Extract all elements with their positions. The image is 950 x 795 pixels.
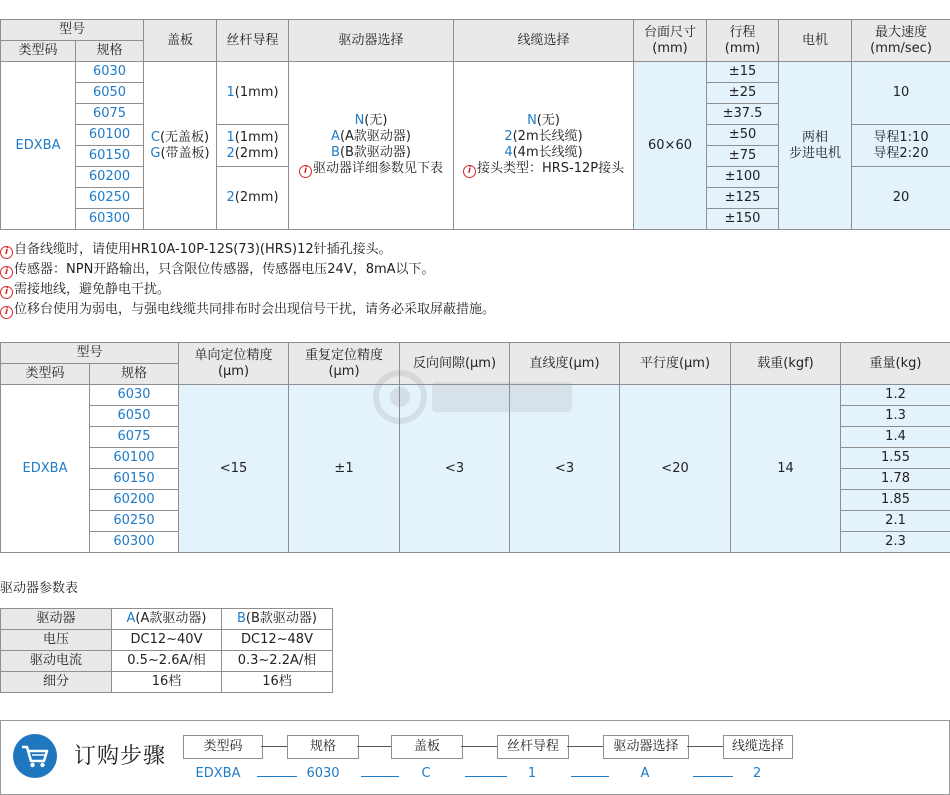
type-code-header: 类型码 — [1, 41, 76, 62]
size-cell: 60300 — [90, 532, 179, 553]
lead-cell — [217, 62, 289, 125]
cable-text: (无) — [536, 113, 560, 128]
size-cell: 6050 — [76, 83, 144, 104]
lead-text: (1mm) — [234, 85, 279, 100]
weight-cell: 2.3 — [841, 532, 950, 553]
size-cell: 60250 — [90, 511, 179, 532]
type-code-header: 类型码 — [1, 364, 90, 385]
size-cell: 6030 — [90, 385, 179, 406]
stroke-cell: ±100 — [707, 167, 779, 188]
table-size-cell: 60×60 — [634, 62, 707, 230]
cover-text: (带盖板) — [160, 145, 210, 161]
step-driver: 驱动器选择 — [603, 735, 689, 759]
driver-code: A — [126, 611, 136, 626]
param-b: 16档 — [222, 672, 333, 693]
note-text: 传感器：NPN开路输出，只含限位传感器，传感器电压24V，8mA以下。 — [14, 262, 435, 277]
step-size-value: 6030 — [306, 766, 340, 781]
stroke-cell: ±15 — [707, 62, 779, 83]
speed-cell: 导程1:10 导程2:20 — [852, 125, 950, 167]
stroke-cell: ±125 — [707, 188, 779, 209]
param-label: 细分 — [1, 672, 112, 693]
param-a: DC12~40V — [112, 630, 222, 651]
stroke-cell: ±75 — [707, 146, 779, 167]
param-b: 0.3~2.2A/相 — [222, 651, 333, 672]
stroke-header: 行程 (mm) — [707, 20, 779, 62]
value-connector — [571, 776, 609, 777]
motor-cell: 两相 步进电机 — [779, 62, 852, 230]
info-icon: i — [463, 165, 476, 178]
param-a: 0.5~2.6A/相 — [112, 651, 222, 672]
cable-note: 接头类型：HRS-12P接头 — [476, 161, 625, 176]
step-lead-value: 1 — [527, 766, 537, 781]
step-size: 规格 — [287, 735, 359, 759]
weight-cell: 1.3 — [841, 406, 950, 427]
note-item — [0, 240, 495, 260]
lead-text: (2mm) — [234, 190, 279, 205]
driver-a-header — [112, 609, 222, 630]
step-lead: 丝杆导程 — [497, 735, 569, 759]
model-header: 型号 — [1, 343, 179, 364]
size-header: 规格 — [76, 41, 144, 62]
driver-params-table — [0, 608, 333, 693]
size-cell: 60300 — [76, 209, 144, 230]
cable-code: N — [527, 113, 537, 128]
lead-header: 丝杆导程 — [217, 20, 289, 62]
positioning-header: 单向定位精度 (μm) — [179, 343, 289, 385]
note-item — [0, 260, 495, 280]
info-icon: i — [0, 306, 13, 319]
lead-text: (2mm) — [234, 145, 279, 161]
size-cell: 60200 — [76, 167, 144, 188]
notes-list — [0, 240, 495, 320]
note-item — [0, 280, 495, 300]
max-speed-header: 最大速度 (mm/sec) — [852, 20, 950, 62]
step-cable: 线缆选择 — [723, 735, 793, 759]
load-cell: 14 — [731, 385, 841, 553]
lead-code: 1 — [226, 85, 235, 100]
load-header: 载重(kgf) — [731, 343, 841, 385]
cover-code: C — [150, 129, 160, 145]
cable-code: 4 — [504, 145, 513, 160]
info-icon: i — [299, 165, 312, 178]
driver-note: 驱动器详细参数见下表 — [313, 161, 444, 176]
cable-header: 线缆选择 — [454, 20, 634, 62]
driver-label-cell: 驱动器 — [1, 609, 112, 630]
driver-params-title: 驱动器参数表 — [0, 581, 79, 596]
size-cell: 60100 — [90, 448, 179, 469]
driver-code: A — [331, 129, 340, 144]
straightness-cell: <3 — [510, 385, 620, 553]
lead-cell — [217, 167, 289, 230]
size-cell: 60150 — [90, 469, 179, 490]
cover-text: (无盖板) — [159, 129, 210, 145]
note-text: 自备线缆时，请使用HR10A-10P-12S(73)(HRS)12针插孔接头。 — [14, 242, 392, 257]
parallelism-cell: <20 — [620, 385, 731, 553]
value-connector — [257, 776, 297, 777]
table-size-header: 台面尺寸 (mm) — [634, 20, 707, 62]
step-cover: 盖板 — [391, 735, 463, 759]
weight-cell: 1.78 — [841, 469, 950, 490]
cable-code: 2 — [504, 129, 513, 144]
driver-b-header — [222, 609, 333, 630]
info-icon: i — [0, 246, 13, 259]
info-icon: i — [0, 286, 13, 299]
stroke-cell: ±150 — [707, 209, 779, 230]
stroke-cell: ±37.5 — [707, 104, 779, 125]
param-label: 驱动电流 — [1, 651, 112, 672]
driver-header: 驱动器选择 — [289, 20, 454, 62]
weight-cell: 1.2 — [841, 385, 950, 406]
backlash-cell: <3 — [400, 385, 510, 553]
motor-header: 电机 — [779, 20, 852, 62]
lead-code: 2 — [226, 190, 235, 205]
step-connector — [261, 746, 287, 747]
stroke-cell: ±50 — [707, 125, 779, 146]
model-header: 型号 — [1, 20, 144, 41]
value-connector — [465, 776, 507, 777]
cover-cell — [144, 62, 217, 230]
weight-cell: 1.4 — [841, 427, 950, 448]
note-text: 位移台使用为弱电，与强电线缆共同排布时会出现信号干扰，请务必采取屏蔽措施。 — [14, 302, 496, 317]
step-connector — [461, 746, 497, 747]
param-b: DC12~48V — [222, 630, 333, 651]
type-code-cell: EDXBA — [1, 385, 90, 553]
size-cell: 60100 — [76, 125, 144, 146]
size-cell: 60200 — [90, 490, 179, 511]
value-connector — [693, 776, 733, 777]
order-title: 订购步骤 — [74, 744, 167, 769]
stroke-cell: ±25 — [707, 83, 779, 104]
weight-header: 重量(kg) — [841, 343, 950, 385]
speed-cell: 20 — [852, 167, 950, 230]
param-label: 电压 — [1, 630, 112, 651]
watermark-logo-icon — [370, 362, 580, 432]
type-code-cell: EDXBA — [1, 62, 76, 230]
speed-cell: 10 — [852, 62, 950, 125]
driver-text: (A款驱动器) — [339, 129, 411, 144]
size-header: 规格 — [90, 364, 179, 385]
step-cover-value: C — [421, 766, 431, 781]
info-icon: i — [0, 266, 13, 279]
driver-text: (B款驱动器) — [245, 611, 317, 626]
lead-code: 2 — [226, 145, 235, 161]
repeat-header: 重复定位精度 (μm) — [289, 343, 400, 385]
step-connector — [687, 746, 723, 747]
step-connector — [567, 746, 603, 747]
driver-cell — [289, 62, 454, 230]
size-cell: 6075 — [76, 104, 144, 125]
driver-text: (A款驱动器) — [135, 611, 207, 626]
parallelism-header: 平行度(μm) — [620, 343, 731, 385]
driver-text: (B款驱动器) — [339, 145, 411, 160]
lead-cell — [217, 125, 289, 167]
shopping-cart-icon — [13, 734, 57, 778]
step-type-code: 类型码 — [183, 735, 263, 759]
size-cell: 6075 — [90, 427, 179, 448]
param-a: 16档 — [112, 672, 222, 693]
size-cell: 6030 — [76, 62, 144, 83]
step-driver-value: A — [640, 766, 650, 781]
step-connector — [357, 746, 391, 747]
note-text: 需接地线，避免静电干扰。 — [14, 282, 171, 297]
cable-text: (4m长线缆) — [512, 145, 583, 160]
weight-cell: 1.85 — [841, 490, 950, 511]
cover-code: G — [150, 145, 161, 161]
cable-cell — [454, 62, 634, 230]
value-connector — [361, 776, 399, 777]
cover-header: 盖板 — [144, 20, 217, 62]
lead-text: (1mm) — [234, 129, 279, 145]
spec-table — [0, 19, 950, 230]
driver-code: B — [331, 145, 340, 160]
step-type-code-value: EDXBA — [195, 766, 241, 781]
weight-cell: 1.55 — [841, 448, 950, 469]
note-item — [0, 300, 495, 320]
driver-code: B — [237, 611, 246, 626]
straightness-header: 直线度(μm) — [510, 343, 620, 385]
backlash-header: 反向间隙(μm) — [400, 343, 510, 385]
size-cell: 6050 — [90, 406, 179, 427]
weight-cell: 2.1 — [841, 511, 950, 532]
step-cable-value: 2 — [752, 766, 762, 781]
driver-text: (无) — [364, 113, 388, 128]
size-cell: 60150 — [76, 146, 144, 167]
order-steps-panel — [0, 720, 950, 795]
repeat-cell: ±1 — [289, 385, 400, 553]
driver-code: N — [354, 113, 365, 128]
cable-text: (2m长线缆) — [512, 129, 583, 144]
positioning-cell: <15 — [179, 385, 289, 553]
lead-code: 1 — [226, 129, 235, 145]
size-cell: 60250 — [76, 188, 144, 209]
